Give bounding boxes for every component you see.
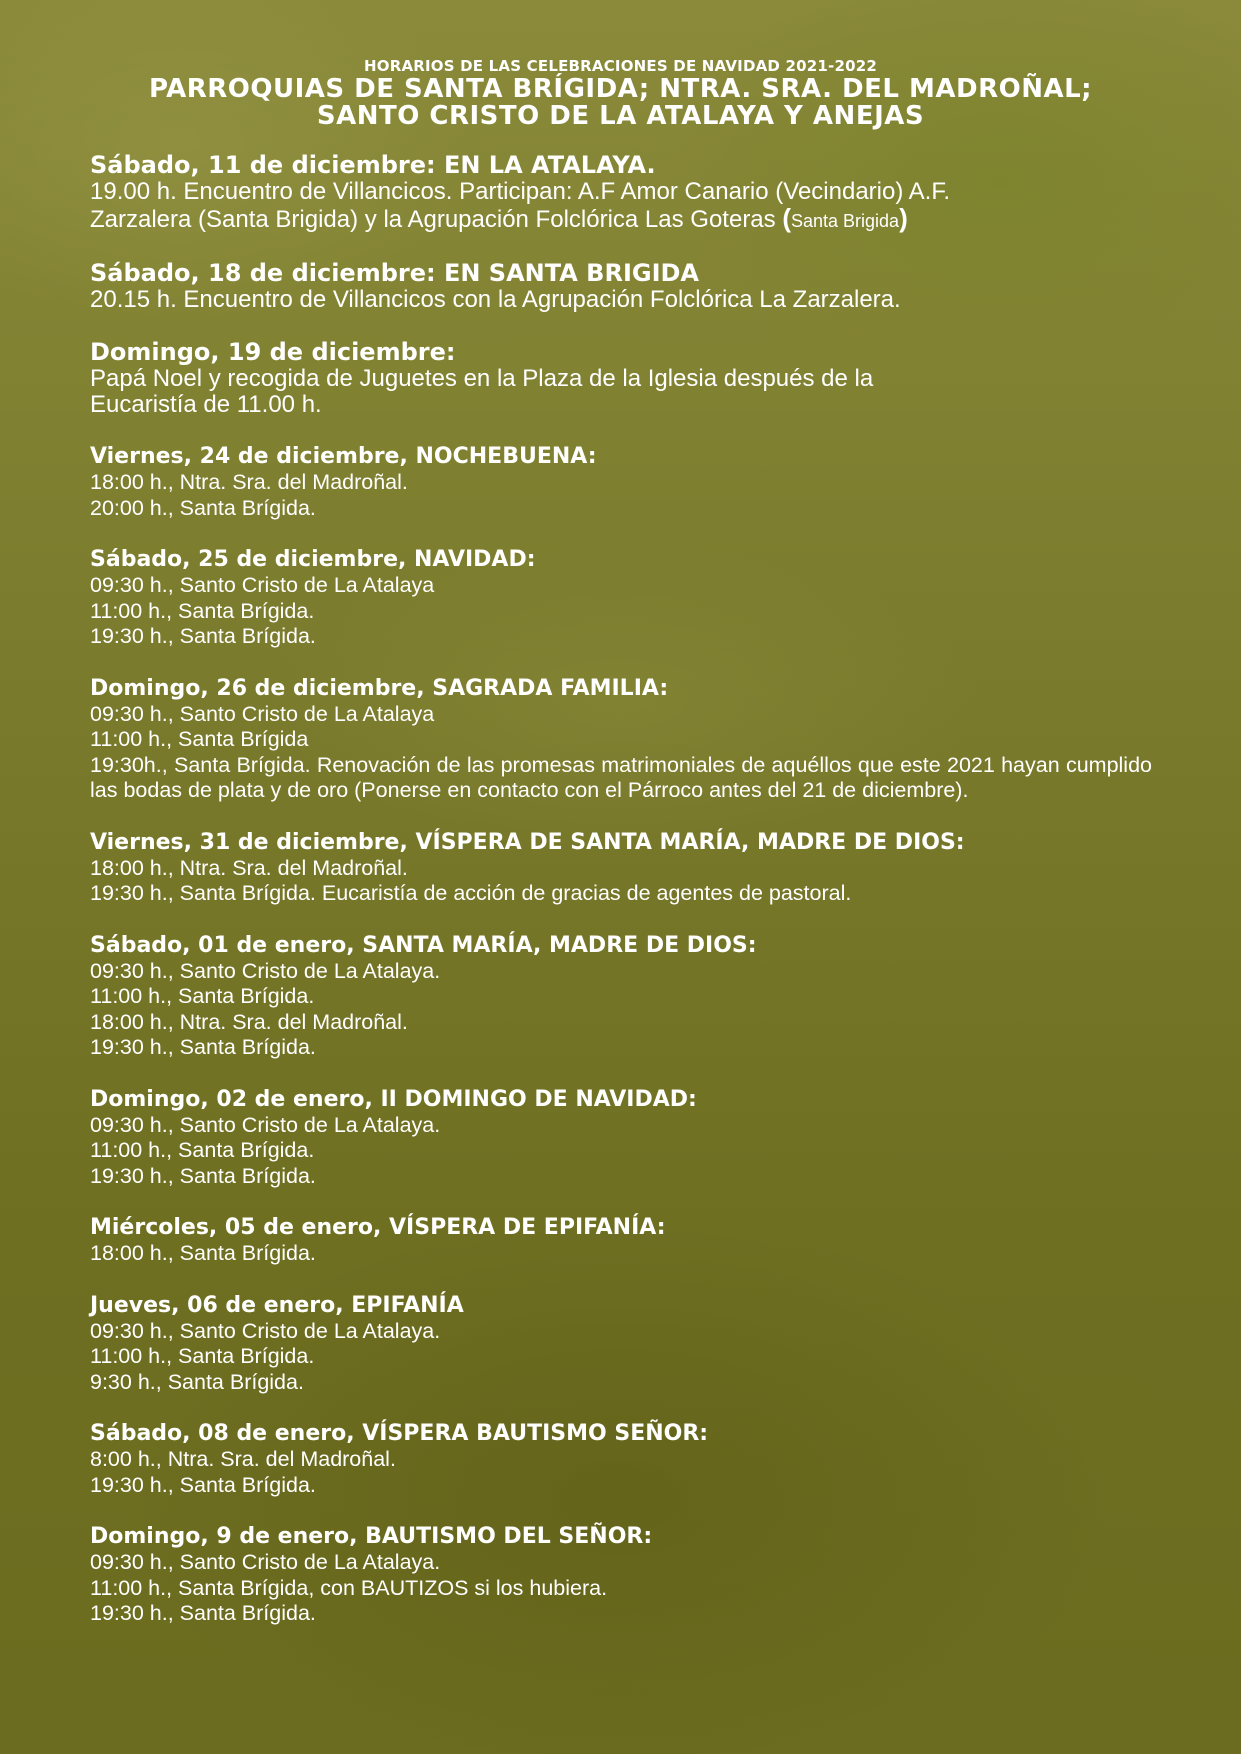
event-2022-01-05: [90, 1215, 1152, 1267]
event-line: 09:30 h., Santo Cristo de La Atalaya: [90, 573, 435, 597]
event-line: 8:00 h., Ntra. Sra. del Madroñal.: [90, 1447, 396, 1471]
event-line: 9:30 h., Santa Brígida.: [90, 1369, 304, 1394]
event-line: 18:00 h., Ntra. Sra. del Madroñal.: [90, 855, 408, 880]
event-heading: Viernes, 31 de diciembre, VÍSPERA DE SANTA MARÍA, MADRE DE DIOS:: [90, 829, 965, 855]
event-line: 11:00 h., Santa Brígida.: [90, 984, 315, 1008]
event-heading: Sábado, 11 de diciembre: EN LA ATALAYA.: [90, 151, 656, 179]
event-line: 09:30 h., Santo Cristo de La Atalaya.: [90, 1318, 441, 1343]
event-heading: Sábado, 18 de diciembre: EN SANTA BRIGIDA: [90, 259, 699, 287]
event-line: 20:00 h., Santa Brígida.: [90, 495, 316, 520]
paren-close: ): [899, 203, 908, 233]
document-title-line-2: SANTO CRISTO DE LA ATALAYA Y ANEJAS: [316, 101, 925, 131]
event-line: 20.15 h. Encuentro de Villancicos con la Agrupación Folclórica La Zarzalera.: [90, 286, 901, 313]
event-line: 09:30 h., Santo Cristo de La Atalaya.: [90, 1550, 441, 1574]
event-heading: Sábado, 01 de enero, SANTA MARÍA, MADRE DE DIOS:: [90, 932, 757, 958]
event-line: 09:30 h., Santo Cristo de La Atalaya.: [90, 1112, 441, 1137]
event-heading: Domingo, 9 de enero, BAUTISMO DEL SEÑOR:: [90, 1524, 653, 1549]
event-2022-01-09: [90, 1524, 1152, 1627]
event-line: 18:00 h., Ntra. Sra. del Madroñal.: [90, 1009, 408, 1034]
event-heading: Sábado, 25 de diciembre, NAVIDAD:: [90, 547, 536, 572]
event-line: 19.00 h. Encuentro de Villancicos. Participan: A.F Amor Canario (Vecindario) A.F.: [90, 178, 951, 205]
event-2022-01-06: [90, 1293, 1152, 1396]
event-heading: Domingo, 26 de diciembre, SAGRADA FAMILIA:: [90, 675, 669, 701]
event-line: 18:00 h., Ntra. Sra. del Madroñal.: [90, 470, 408, 494]
event-line: 19:30 h., Santa Brígida.: [90, 624, 316, 648]
event-line: 19:30 h., Santa Brígida.: [90, 1601, 316, 1625]
event-line: Papá Noel y recogida de Juguetes en la Plaza de la Iglesia después de la: [90, 365, 874, 392]
event-line: 11:00 h., Santa Brígida.: [90, 598, 315, 623]
event-2021-12-11: [90, 152, 1152, 234]
event-heading: Domingo, 19 de diciembre:: [90, 338, 456, 366]
event-2021-12-31: [90, 830, 1152, 907]
document-header: [0, 56, 1241, 130]
event-line: 09:30 h., Santo Cristo de La Atalaya.: [90, 958, 441, 983]
document-kicker: HORARIOS DE LAS CELEBRACIONES DE NAVIDAD 2021-2022: [363, 57, 877, 75]
event-line: 19:30 h., Santa Brígida. Eucaristía de acción de gracias de agentes de pastoral.: [90, 881, 852, 905]
paren-open: (: [782, 203, 791, 233]
event-place: Santa Brigida: [791, 211, 900, 231]
event-2021-12-24: [90, 444, 1152, 521]
event-2021-12-18: [90, 260, 1152, 313]
event-line: 19:30 h., Santa Brígida.: [90, 1163, 316, 1188]
event-line: 19:30 h., Santa Brígida.: [90, 1472, 316, 1497]
event-line: 18:00 h., Santa Brígida.: [90, 1241, 316, 1265]
event-line: [90, 205, 1152, 234]
event-heading: Jueves, 06 de enero, EPIFANÍA: [90, 1292, 464, 1318]
event-line: 19:30 h., Santa Brígida.: [90, 1035, 316, 1059]
document-title-line-1: PARROQUIAS DE SANTA BRÍGIDA; NTRA. SRA. DEL MADROÑAL;: [148, 74, 1093, 104]
event-2022-01-02: [90, 1087, 1152, 1190]
event-2021-12-26: [90, 676, 1152, 804]
event-heading: Miércoles, 05 de enero, VÍSPERA DE EPIFANÍA:: [90, 1215, 666, 1240]
event-2022-01-01: [90, 933, 1152, 1061]
event-line: Eucaristía de 11.00 h.: [90, 391, 322, 418]
event-line: 11:00 h., Santa Brígida: [90, 727, 309, 751]
schedule-list: [90, 152, 1152, 1653]
event-2021-12-19: [90, 339, 1152, 418]
event-line: 11:00 h., Santa Brígida, con BAUTIZOS si los hubiera.: [90, 1575, 608, 1600]
event-heading: Viernes, 24 de diciembre, NOCHEBUENA:: [90, 444, 597, 469]
event-line-text: Zarzalera (Santa Brigida) y la Agrupación Folclórica Las Goteras: [90, 206, 783, 233]
event-heading: Sábado, 08 de enero, VÍSPERA BAUTISMO SEÑOR:: [90, 1421, 709, 1446]
event-2021-12-25: [90, 547, 1152, 650]
event-line: 09:30 h., Santo Cristo de La Atalaya: [90, 701, 435, 726]
event-heading: Domingo, 02 de enero, II DOMINGO DE NAVIDAD:: [90, 1086, 697, 1112]
event-line: 11:00 h., Santa Brígida.: [90, 1138, 315, 1162]
event-2022-01-08: [90, 1421, 1152, 1498]
event-note: 19:30h., Santa Brígida. Renovación de las promesas matrimoniales de aquéllos que este 2021 hayan cumplido las bodas de plata y de oro (Ponerse en contacto con el Párroco antes del 21 de diciembre).: [90, 752, 1152, 802]
event-line: 11:00 h., Santa Brígida.: [90, 1344, 315, 1368]
